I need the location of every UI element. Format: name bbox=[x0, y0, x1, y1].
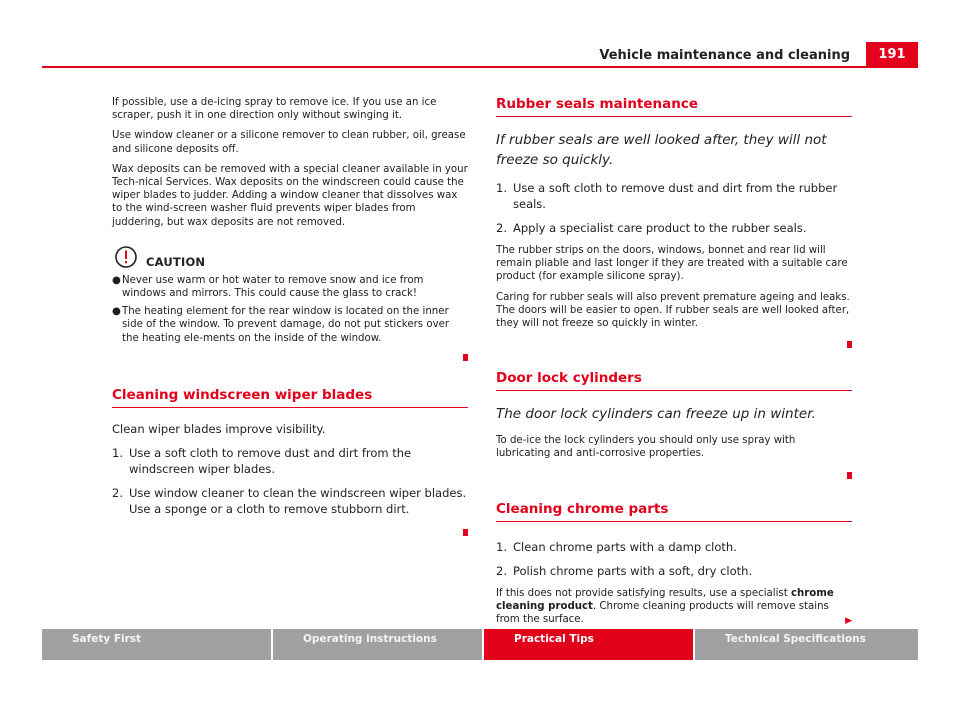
step-text: Use a soft cloth to remove dust and dirt from the windscreen wiper blades. bbox=[129, 445, 412, 476]
paragraph-wax-deposits: Wax deposits can be removed with a special cleaner available in your Tech-nical Services. Wax deposits on the windscreen could cause the wiper blades to judder. Adding a window cleaner that dissolves wax to the wind-screen washer fluid prevents wiper blades from juddering, but wax deposits are not removed. bbox=[112, 163, 468, 228]
step-number: 2. bbox=[112, 485, 123, 500]
step-item bbox=[112, 485, 468, 517]
caution-header bbox=[112, 244, 468, 270]
section-intro-wiper: Clean wiper blades improve visibility. bbox=[112, 421, 326, 436]
step-number: 1. bbox=[496, 181, 507, 195]
paragraph-rubber-strips: The rubber strips on the doors, windows, bonnet and rear lid will remain pliable and last longer if they are treated with a suitable care product (for example silicone spray). bbox=[496, 245, 848, 283]
paragraph-rubber-care: Caring for rubber seals will also prevent premature ageing and leaks. The doors will be easier to open. If rubber seals are well looked after, they will not freeze so quickly in winter. bbox=[496, 291, 850, 330]
paragraph-lock-deice: To de-ice the lock cylinders you should only use spray with lubricating and anti-corrosive properties. bbox=[496, 435, 796, 460]
caution-bullet bbox=[112, 305, 468, 345]
step-number: 1. bbox=[496, 539, 507, 554]
step-item bbox=[496, 220, 852, 236]
paragraph-chrome-cleaning bbox=[496, 587, 852, 627]
tab-technical-specifications[interactable]: Technical Specifications bbox=[695, 629, 918, 660]
chapter-title: Vehicle maintenance and cleaning bbox=[599, 48, 850, 63]
page-header bbox=[0, 0, 960, 70]
step-number: 1. bbox=[112, 445, 123, 460]
exclamation-circle-icon bbox=[114, 245, 138, 269]
section-end-marker bbox=[463, 354, 468, 361]
header-divider bbox=[42, 66, 918, 68]
step-item bbox=[112, 445, 468, 477]
page-number: 191 bbox=[866, 42, 918, 66]
step-text: Apply a specialist care product to the rubber seals. bbox=[513, 221, 807, 235]
section-lead-lock: The door lock cylinders can freeze up in winter. bbox=[496, 406, 816, 423]
chrome-text-end: . Chrome cleaning products will remove stains from the surface. bbox=[496, 600, 829, 626]
section-lead-rubber: If rubber seals are well looked after, they will not freeze so quickly. bbox=[496, 132, 827, 168]
left-column bbox=[112, 96, 468, 536]
section-end-marker bbox=[847, 341, 852, 348]
caution-bullet-text: The heating element for the rear window is located on the inner side of the window. To prevent damage, do not put stickers over the heating ele-ments on the inside of the window. bbox=[122, 306, 450, 344]
section-heading-chrome: Cleaning chrome parts bbox=[496, 501, 852, 522]
step-text: Use window cleaner to clean the windscreen wiper blades. Use a sponge or a cloth to remove stubborn dirt. bbox=[129, 485, 467, 516]
step-text: Use a soft cloth to remove dust and dirt from the rubber seals. bbox=[513, 181, 838, 211]
paragraph-ice-scraper: If possible, use a de-icing spray to remove ice. If you use an ice scraper, push it in one direction only without swinging it. bbox=[112, 97, 437, 122]
step-text: Polish chrome parts with a soft, dry cloth. bbox=[513, 563, 753, 578]
step-item bbox=[496, 563, 852, 579]
chrome-text-start: If this does not provide satisfying results, use a specialist bbox=[496, 587, 791, 599]
step-text: Clean chrome parts with a damp cloth. bbox=[513, 539, 737, 554]
right-column bbox=[496, 96, 852, 633]
continue-arrow-icon: ▶ bbox=[845, 616, 852, 627]
caution-bullet bbox=[112, 274, 468, 300]
step-item bbox=[496, 539, 852, 555]
step-item bbox=[496, 180, 852, 212]
step-number: 2. bbox=[496, 221, 507, 235]
footer-tabs bbox=[42, 629, 918, 660]
bullet-icon: ● bbox=[112, 306, 121, 318]
section-heading-wiper: Cleaning windscreen wiper blades bbox=[112, 387, 468, 408]
section-end-marker bbox=[463, 529, 468, 536]
chrome-product-term: chrome cleaning product bbox=[496, 587, 834, 612]
caution-box bbox=[112, 244, 468, 361]
caution-bullet-text: Never use warm or hot water to remove snow and ice from windows and mirrors. This could cause the glass to crack! bbox=[122, 274, 424, 300]
paragraph-window-cleaner: Use window cleaner or a silicone remover to clean rubber, oil, grease and silicone deposits off. bbox=[112, 130, 466, 155]
section-heading-rubber: Rubber seals maintenance bbox=[496, 96, 852, 117]
caution-label: CAUTION bbox=[146, 254, 206, 269]
tab-operating-instructions[interactable]: Operating instructions bbox=[273, 629, 484, 660]
section-end-marker bbox=[847, 472, 852, 479]
tab-safety-first[interactable]: Safety First bbox=[42, 629, 273, 660]
section-heading-lock: Door lock cylinders bbox=[496, 370, 852, 391]
bullet-icon: ● bbox=[112, 274, 121, 286]
step-number: 2. bbox=[496, 563, 507, 578]
tab-practical-tips[interactable]: Practical Tips bbox=[484, 629, 695, 660]
